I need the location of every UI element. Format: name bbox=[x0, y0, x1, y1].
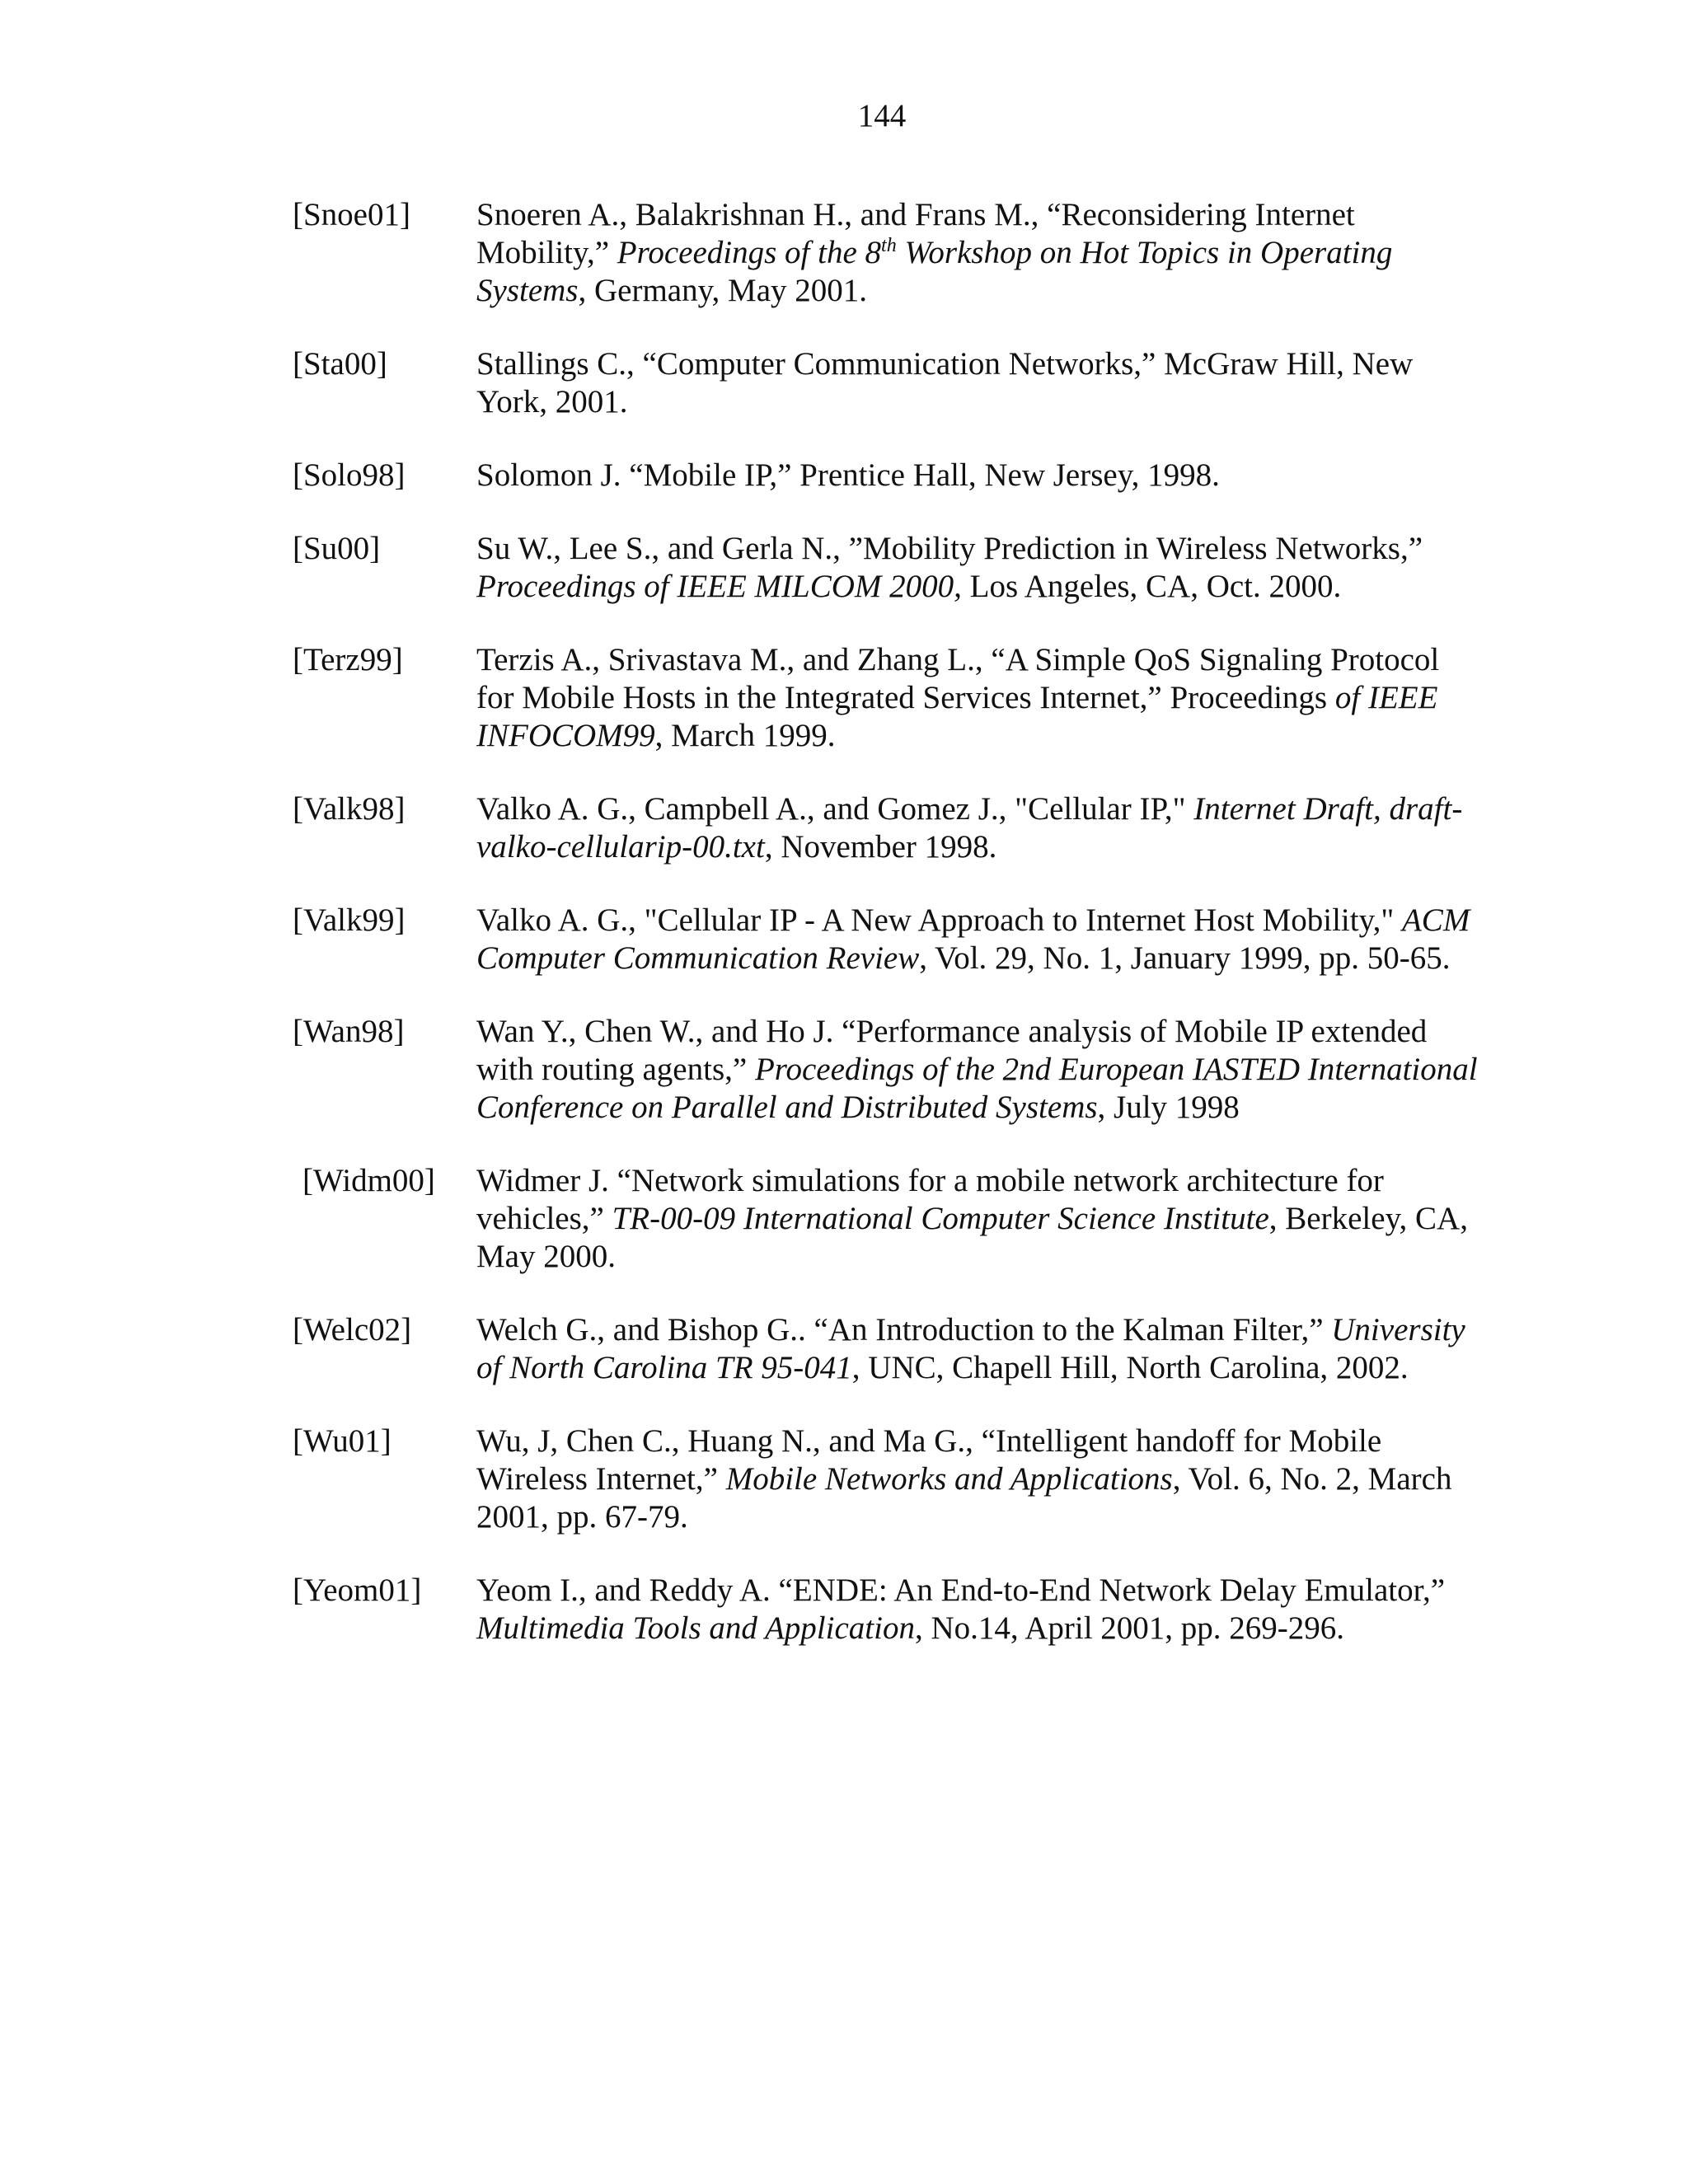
reference-entry bbox=[293, 1572, 1479, 1647]
reference-key: [Welc02] bbox=[293, 1312, 412, 1347]
reference-key: [Terz99] bbox=[293, 642, 403, 677]
italic-text: ACM Computer Communication Review bbox=[476, 902, 1470, 976]
reference-key: [Valk99] bbox=[293, 902, 406, 938]
reference-key: [Wu01] bbox=[293, 1423, 392, 1459]
reference-entry bbox=[293, 1311, 1479, 1387]
superscript: th bbox=[881, 235, 897, 256]
text-segment: Su W., Lee S., and Gerla N., ”Mobility Prediction in Wireless Networks,” bbox=[476, 531, 1423, 566]
italic-text: Proceedings of the 2nd European IASTED International Conference on Parallel and Distributed Systems bbox=[476, 1052, 1478, 1125]
reference-text bbox=[476, 902, 1478, 977]
italic-text: Proceedings of the 8 bbox=[617, 235, 882, 270]
text-segment: Terzis A., Srivastava M., and Zhang L., “A Simple QoS Signaling Protocol for Mobile Hosts in the Integrated Services Internet,” Proceedings bbox=[476, 642, 1440, 715]
italic-text: Proceedings of IEEE MILCOM 2000, bbox=[476, 569, 962, 604]
reference-key: [Snoe01] bbox=[293, 197, 410, 232]
reference-key: [Solo98] bbox=[293, 457, 406, 493]
text-segment: Valko A. G., "Cellular IP - A New Approach to Internet Host Mobility," bbox=[476, 902, 1402, 938]
reference-key: [Su00] bbox=[293, 531, 381, 566]
page-number: 144 bbox=[857, 98, 907, 134]
text-segment: , March 1999. bbox=[654, 718, 836, 753]
reference-key: [Widm00] bbox=[302, 1163, 435, 1198]
text-segment: Wan Y., Chen W., and Ho J. “Performance analysis of Mobile IP extended with routing agents,” bbox=[476, 1014, 1428, 1087]
text-segment: Wu, J, Chen C., Huang N., and Ma G., “Intelligent handoff for Mobile Wireless Internet,” bbox=[476, 1423, 1382, 1497]
text-segment: , July 1998 bbox=[1097, 1090, 1240, 1125]
text-segment: , November 1998. bbox=[764, 829, 997, 865]
italic-text: Mobile Networks and Applications bbox=[725, 1461, 1173, 1497]
text-segment: Widmer J. “Network simulations for a mobile network architecture for vehicles,” bbox=[476, 1163, 1384, 1236]
reference-entry bbox=[293, 641, 1479, 755]
text-segment: , Vol. 29, No. 1, January 1999, pp. 50-65. bbox=[919, 940, 1451, 976]
text-segment: Los Angeles, CA, Oct. 2000. bbox=[961, 569, 1342, 604]
reference-key: [Valk98] bbox=[293, 791, 406, 827]
reference-entry bbox=[293, 1422, 1479, 1536]
reference-entry bbox=[293, 1162, 1479, 1276]
reference-entry bbox=[293, 457, 1479, 494]
reference-text bbox=[476, 530, 1478, 606]
reference-text bbox=[476, 1013, 1478, 1127]
reference-entry bbox=[293, 902, 1479, 977]
italic-text: Multimedia Tools and Application bbox=[476, 1610, 915, 1646]
text-segment: , No.14, April 2001, pp. 269-296. bbox=[914, 1610, 1345, 1646]
reference-text bbox=[476, 1162, 1478, 1276]
italic-text: TR-00-09 International Computer Science Institute bbox=[612, 1201, 1269, 1236]
reference-text bbox=[476, 641, 1478, 755]
text-segment: Welch G., and Bishop G.. “An Introduction to the Kalman Filter,” bbox=[476, 1312, 1332, 1347]
reference-key: [Yeom01] bbox=[293, 1572, 422, 1608]
text-segment: , Berkeley, CA, May 2000. bbox=[476, 1201, 1468, 1274]
text-segment: Solomon J. “Mobile IP,” Prentice Hall, New Jersey, 1998. bbox=[476, 457, 1220, 493]
reference-text bbox=[476, 196, 1478, 310]
italic-text: of IEEE INFOCOM99 bbox=[476, 680, 1438, 753]
text-segment: , Vol. 6, No. 2, March 2001, pp. 67-79. bbox=[476, 1461, 1452, 1535]
reference-text bbox=[476, 1311, 1478, 1387]
italic-text: Internet Draft, draft-valko-cellularip-00.txt bbox=[476, 791, 1463, 865]
reference-entry bbox=[293, 1013, 1479, 1127]
italic-text: Workshop on Hot Topics in Operating Systems bbox=[476, 235, 1393, 308]
text-segment: , Germany, May 2001. bbox=[578, 273, 868, 308]
text-segment: , UNC, Chapell Hill, North Carolina, 2002. bbox=[851, 1350, 1409, 1385]
text-segment: Yeom I., and Reddy A. “ENDE: An End-to-End Network Delay Emulator,” bbox=[476, 1572, 1446, 1608]
reference-text bbox=[476, 790, 1478, 866]
reference-text bbox=[476, 457, 1478, 494]
reference-entry bbox=[293, 345, 1479, 421]
reference-entry bbox=[293, 196, 1479, 310]
reference-key: [Sta00] bbox=[293, 346, 387, 382]
text-segment: Stallings C., “Computer Communication Networks,” McGraw Hill, New York, 2001. bbox=[476, 346, 1414, 419]
text-segment: Valko A. G., Campbell A., and Gomez J., "Cellular IP," bbox=[476, 791, 1194, 827]
reference-text bbox=[476, 1422, 1478, 1536]
italic-text: University of North Carolina TR 95-041 bbox=[476, 1312, 1465, 1385]
reference-entry bbox=[293, 530, 1479, 606]
reference-entry bbox=[293, 790, 1479, 866]
text-segment: Snoeren A., Balakrishnan H., and Frans M., “Reconsidering Internet Mobility,” bbox=[476, 197, 1355, 270]
reference-list bbox=[293, 196, 1479, 1683]
reference-text bbox=[476, 1572, 1478, 1647]
reference-key: [Wan98] bbox=[293, 1014, 405, 1049]
reference-text bbox=[476, 345, 1478, 421]
